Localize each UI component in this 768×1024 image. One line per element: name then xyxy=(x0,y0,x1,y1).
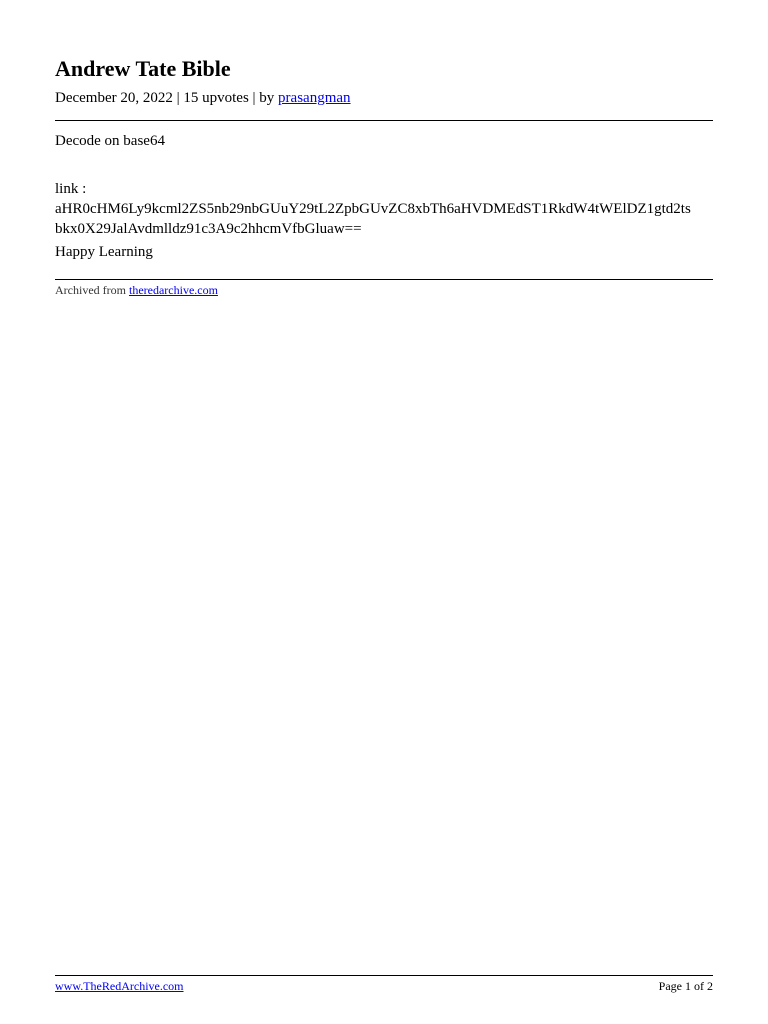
page-number: Page 1 of 2 xyxy=(658,979,713,993)
post-meta-text: December 20, 2022 | 15 upvotes | by xyxy=(55,90,279,106)
archive-source-link[interactable]: theredarchive.com xyxy=(128,283,218,297)
document-page xyxy=(55,0,713,1024)
footer-site-link[interactable]: www.TheRedArchive.com xyxy=(55,979,184,993)
archived-prefix: Archived from xyxy=(55,283,129,297)
link-label: link : xyxy=(55,181,87,197)
header-divider xyxy=(55,120,713,121)
post-meta xyxy=(55,89,351,107)
content-divider xyxy=(55,279,713,280)
paragraph-decode: Decode on base64 xyxy=(55,133,165,149)
paragraph-happy-learning: Happy Learning xyxy=(55,244,153,260)
author-link[interactable]: prasangman xyxy=(278,90,351,106)
post-title: Andrew Tate Bible xyxy=(55,56,231,81)
paragraph-link xyxy=(55,179,715,239)
encoded-link-line-2: bkx0X29JalAvdmlldz91c3A9c2hhcmVfbGluaw== xyxy=(55,221,362,237)
encoded-link-line-1: aHR0cHM6Ly9kcml2ZS5nb29nbGUuY29tL2ZpbGUvZC8xbTh6aHVDMEdST1RkdW4tWElDZ1gtd2ts xyxy=(55,201,691,217)
footer-divider xyxy=(55,975,713,976)
archived-from xyxy=(55,283,218,297)
